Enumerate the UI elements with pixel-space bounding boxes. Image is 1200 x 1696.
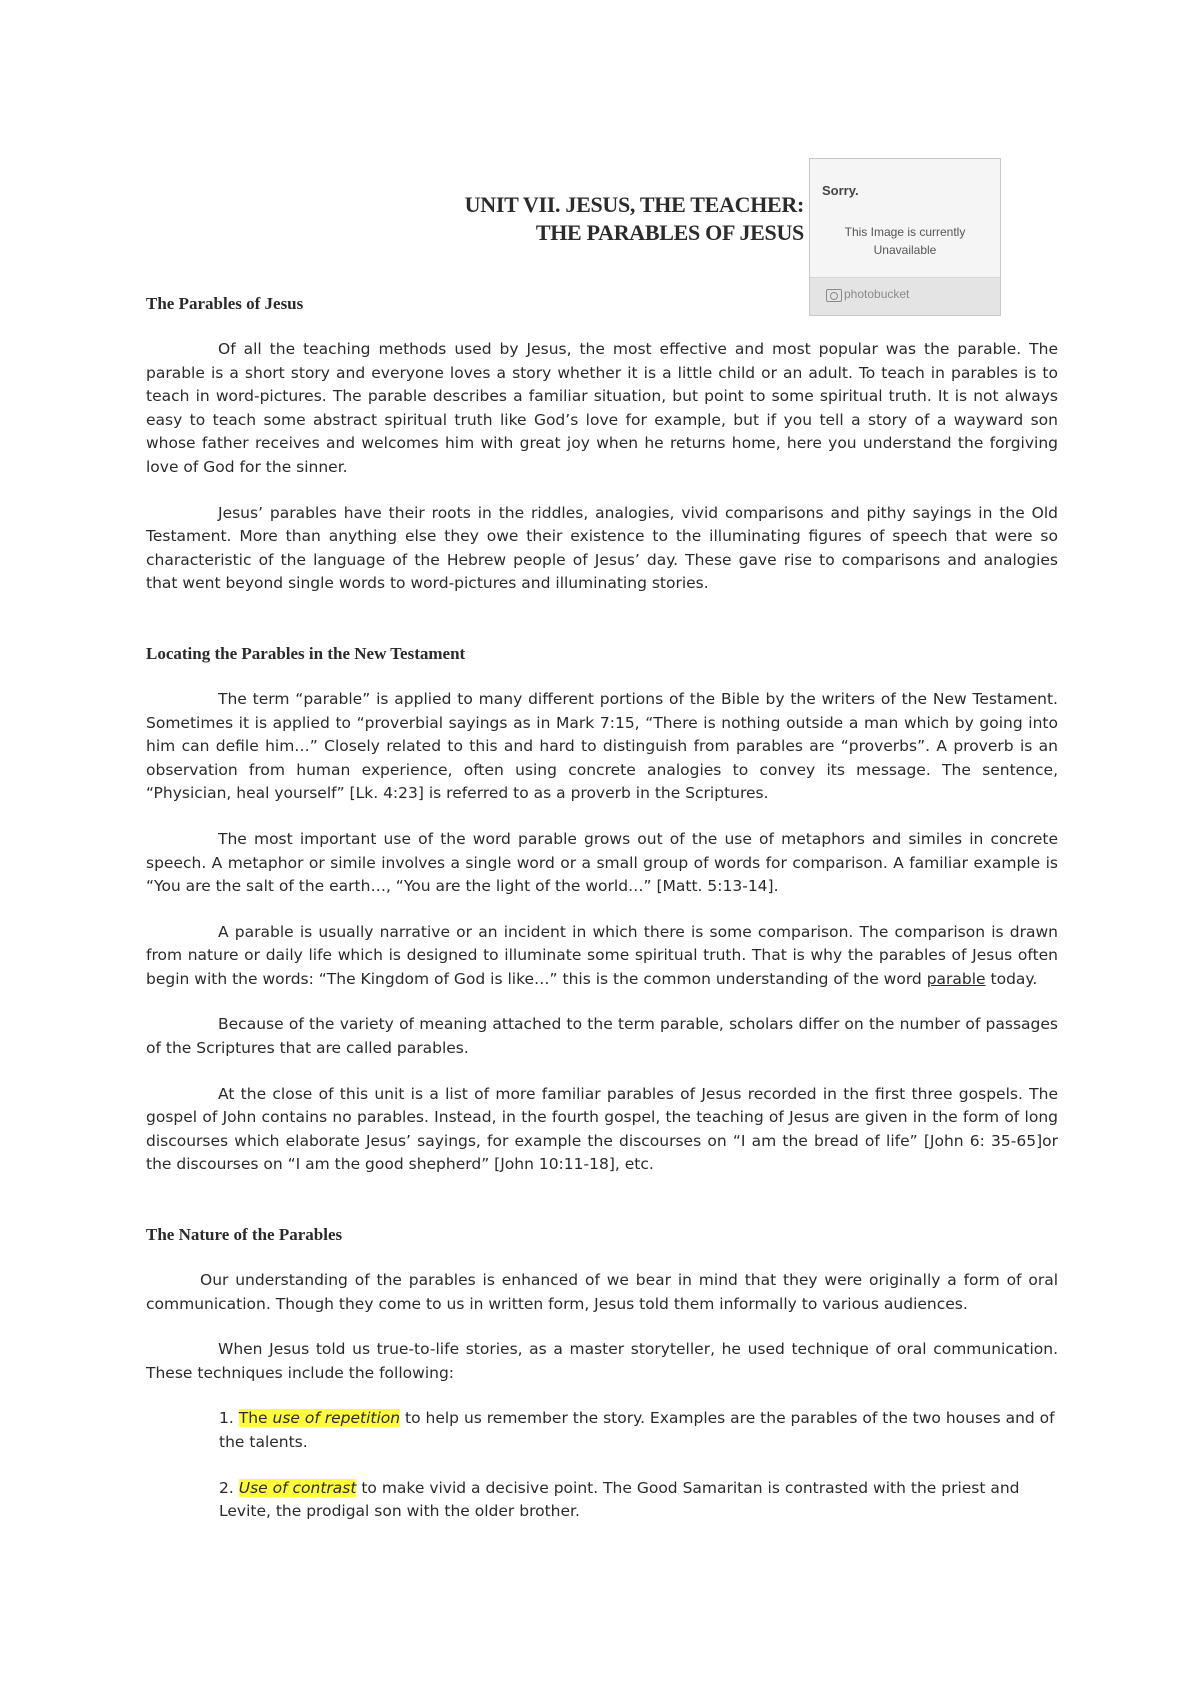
highlighted-phrase (239, 1409, 400, 1427)
unit-title-line2: THE PARABLES OF JESUS (535, 220, 804, 245)
underlined-word: parable (926, 969, 986, 988)
unit-title (465, 191, 804, 247)
image-message-line2: Unavailable (873, 243, 937, 257)
list-number: 1. (219, 1409, 234, 1428)
photobucket-brand: photobucket (844, 287, 910, 301)
unit-title-line1: UNIT VII. JESUS, THE TEACHER: (464, 192, 804, 217)
section-heading-locating-parables: Locating the Parables in the New Testament (146, 643, 466, 663)
paragraph (146, 921, 1058, 992)
image-sorry-text: Sorry. (822, 183, 859, 198)
image-message-line1: This Image is currently (844, 225, 966, 239)
section-heading-parables-of-jesus: The Parables of Jesus (146, 294, 304, 313)
list-item (219, 1477, 1058, 1524)
paragraph: The term “parable” is applied to many different portions of the Bible by the writers of the New Testament. Sometimes it is applied to “proverbial sayings as in Mark 7:15, “There is nothing outside a man which by going into him can defile him…” Closely related to this and hard to distinguish from parables are “proverbs”. A proverb is an observation from human experience, often using concrete analogies to convey its message. The sentence, “Physician, heal yourself” [Lk. 4:23] is referred to as a proverb in the Scriptures. (146, 689, 1058, 803)
highlighted-italic-text: use of repetition (272, 1409, 401, 1428)
highlighted-italic-text: Use of contrast (238, 1478, 357, 1497)
list-item-text: to help us remember the story. Examples are the parables of the two houses and of the talents. (219, 1409, 1055, 1451)
section-heading-nature-of-parables: The Nature of the Parables (146, 1225, 343, 1245)
list-item (219, 1407, 1058, 1454)
paragraph: Jesus’ parables have their roots in the riddles, analogies, vivid comparisons and pithy sayings in the Old Testament. More than anything else they owe their existence to the illuminating figures of speech that were so characteristic of the language of the Hebrew people of Jesus’ day. These gave rise to comparisons and analogies that went beyond single words to word-pictures and illuminating stories. (146, 503, 1058, 593)
highlighted-phrase (239, 1479, 357, 1497)
paragraph: Of all the teaching methods used by Jesus, the most effective and most popular was the parable. The parable is a short story and everyone loves a story whether it is a little child or an adult. To teach in parables is to teach in word-pictures. The parable describes a familiar situation, but point to some spiritual truth. It is not always easy to teach some abstract spiritual truth like God’s love for example, but if you tell a story of a wayward son whose father receives and welcomes him with great joy when he returns home, here you understand the forgiving love of God for the sinner. (146, 340, 1058, 476)
document-body (146, 292, 1058, 1524)
paragraph: When Jesus told us true-to-life stories, as a master storyteller, he used technique of oral communication. These techniques include the following: (146, 1340, 1058, 1382)
paragraph: At the close of this unit is a list of more familiar parables of Jesus recorded in the first three gospels. The gospel of John contains no parables. Instead, in the fourth gospel, the teaching of Jesus are given in the form of long discourses which elaborate Jesus’ sayings, for example the discourses on “I am the bread of life” [John 6: 35-65]or the discourses on “I am the good shepherd” [John 10:11-18], etc. (146, 1084, 1058, 1174)
paragraph-text: A parable is usually narrative or an incident in which there is some comparison. The comparison is drawn from nature or daily life which is designed to illuminate some spiritual truth. That is why the parables of Jesus often begin with the words: “The Kingdom of God is like…” this is the common understanding of the word (146, 922, 1058, 988)
list-number: 2. (219, 1478, 234, 1497)
paragraph: Our understanding of the parables is enhanced of we bear in mind that they were originally a form of oral communication. Though they come to us in written form, Jesus told them informally to various audiences. (146, 1271, 1058, 1313)
paragraph: The most important use of the word parable grows out of the use of metaphors and similes in concrete speech. A metaphor or simile involves a single word or a small group of words for comparison. A familiar example is “You are the salt of the earth…, “You are the light of the world…” [Matt. 5:13-14]. (146, 829, 1058, 896)
paragraph-text: today. (985, 969, 1038, 988)
list-item-text: to make vivid a decisive point. The Good Samaritan is contrasted with the priest and Levite, the prodigal son with the older brother. (219, 1478, 1020, 1521)
image-unavailable-message (810, 223, 1000, 259)
paragraph: Because of the variety of meaning attached to the term parable, scholars differ on the number of passages of the Scriptures that are called parables. (146, 1015, 1058, 1058)
highlighted-text: The (238, 1409, 273, 1428)
